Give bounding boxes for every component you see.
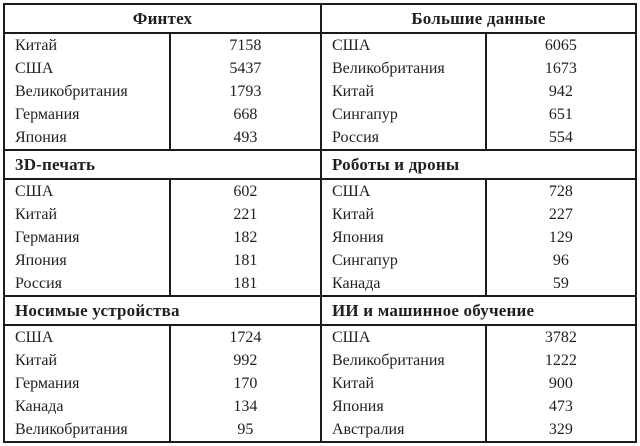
section-wearables bbox=[5, 295, 320, 441]
table-row bbox=[322, 57, 635, 80]
table-row bbox=[322, 103, 635, 126]
table-row bbox=[5, 80, 320, 103]
value-cell: 1673 bbox=[485, 57, 635, 80]
table-row bbox=[322, 418, 635, 441]
value-cell: 134 bbox=[169, 395, 320, 418]
country-cell: Китай bbox=[332, 83, 375, 100]
value-cell: 7158 bbox=[169, 34, 320, 57]
table-row bbox=[5, 180, 320, 203]
value-cell: 554 bbox=[485, 126, 635, 149]
country-cell: Канада bbox=[332, 275, 381, 292]
table-row bbox=[5, 34, 320, 57]
value-cell: 900 bbox=[485, 372, 635, 395]
value-cell: 129 bbox=[485, 226, 635, 249]
section-title-wearables: Носимые устройства bbox=[5, 297, 320, 326]
table-row bbox=[5, 395, 320, 418]
value-cell: 942 bbox=[485, 80, 635, 103]
country-cell: США bbox=[15, 329, 54, 346]
section-rows bbox=[5, 180, 320, 295]
section-robots-drones bbox=[320, 149, 635, 295]
table-row bbox=[5, 272, 320, 295]
section-rows bbox=[322, 180, 635, 295]
value-cell: 668 bbox=[169, 103, 320, 126]
table-row bbox=[322, 349, 635, 372]
section-rows bbox=[322, 326, 635, 441]
value-cell: 181 bbox=[169, 249, 320, 272]
country-cell: Китай bbox=[15, 37, 58, 54]
tech-patents-table bbox=[3, 3, 637, 443]
country-cell: Китай bbox=[332, 375, 375, 392]
section-title-fintech: Финтех bbox=[5, 5, 320, 34]
table-row bbox=[322, 226, 635, 249]
table-row bbox=[322, 180, 635, 203]
value-cell: 227 bbox=[485, 203, 635, 226]
country-cell: США bbox=[332, 37, 371, 54]
value-cell: 5437 bbox=[169, 57, 320, 80]
section-rows bbox=[5, 34, 320, 149]
table-row bbox=[322, 80, 635, 103]
table-row bbox=[322, 126, 635, 149]
country-cell: Япония bbox=[15, 129, 67, 146]
section-title-ai-ml: ИИ и машинное обучение bbox=[322, 297, 635, 326]
value-cell: 221 bbox=[169, 203, 320, 226]
country-cell: Великобритания bbox=[15, 83, 128, 100]
value-cell: 1793 bbox=[169, 80, 320, 103]
country-cell: Великобритания bbox=[332, 60, 445, 77]
table-row bbox=[5, 418, 320, 441]
table-row bbox=[322, 372, 635, 395]
value-cell: 992 bbox=[169, 349, 320, 372]
table-row bbox=[322, 249, 635, 272]
value-cell: 6065 bbox=[485, 34, 635, 57]
country-cell: США bbox=[332, 183, 371, 200]
country-cell: Германия bbox=[15, 375, 80, 392]
country-cell: Германия bbox=[15, 229, 80, 246]
value-cell: 602 bbox=[169, 180, 320, 203]
country-cell: Россия bbox=[332, 129, 380, 146]
country-cell: США bbox=[332, 329, 371, 346]
country-cell: Сингапур bbox=[332, 106, 398, 123]
section-big-data bbox=[320, 5, 635, 149]
table-row bbox=[322, 34, 635, 57]
table-row bbox=[322, 203, 635, 226]
country-cell: Япония bbox=[332, 398, 384, 415]
table-row bbox=[322, 395, 635, 418]
value-cell: 1724 bbox=[169, 326, 320, 349]
country-cell: Австралия bbox=[332, 421, 405, 438]
section-3d-printing bbox=[5, 149, 320, 295]
value-cell: 95 bbox=[169, 418, 320, 441]
section-rows bbox=[322, 34, 635, 149]
country-cell: Япония bbox=[332, 229, 384, 246]
table-row bbox=[5, 326, 320, 349]
table-row bbox=[5, 57, 320, 80]
value-cell: 181 bbox=[169, 272, 320, 295]
section-fintech bbox=[5, 5, 320, 149]
country-cell: Великобритания bbox=[332, 352, 445, 369]
table-row bbox=[5, 203, 320, 226]
country-cell: США bbox=[15, 60, 54, 77]
table-row bbox=[5, 372, 320, 395]
value-cell: 651 bbox=[485, 103, 635, 126]
value-cell: 59 bbox=[485, 272, 635, 295]
table-row bbox=[5, 126, 320, 149]
table-row bbox=[5, 249, 320, 272]
section-title-robots-drones: Роботы и дроны bbox=[322, 151, 635, 180]
country-cell: Великобритания bbox=[15, 421, 128, 438]
country-cell: США bbox=[15, 183, 54, 200]
country-cell: Китай bbox=[15, 352, 58, 369]
section-title-big-data: Большие данные bbox=[322, 5, 635, 34]
country-cell: Россия bbox=[15, 275, 63, 292]
country-cell: Канада bbox=[15, 398, 64, 415]
value-cell: 96 bbox=[485, 249, 635, 272]
table-row bbox=[5, 349, 320, 372]
table-row bbox=[322, 326, 635, 349]
section-ai-ml bbox=[320, 295, 635, 441]
value-cell: 329 bbox=[485, 418, 635, 441]
value-cell: 728 bbox=[485, 180, 635, 203]
country-cell: Китай bbox=[332, 206, 375, 223]
value-cell: 473 bbox=[485, 395, 635, 418]
value-cell: 3782 bbox=[485, 326, 635, 349]
value-cell: 170 bbox=[169, 372, 320, 395]
country-cell: Германия bbox=[15, 106, 80, 123]
country-cell: Япония bbox=[15, 252, 67, 269]
country-cell: Китай bbox=[15, 206, 58, 223]
value-cell: 493 bbox=[169, 126, 320, 149]
table-row bbox=[5, 226, 320, 249]
country-cell: Сингапур bbox=[332, 252, 398, 269]
table-row bbox=[322, 272, 635, 295]
section-rows bbox=[5, 326, 320, 441]
table-row bbox=[5, 103, 320, 126]
value-cell: 182 bbox=[169, 226, 320, 249]
section-title-3d-printing: 3D-печать bbox=[5, 151, 320, 180]
value-cell: 1222 bbox=[485, 349, 635, 372]
